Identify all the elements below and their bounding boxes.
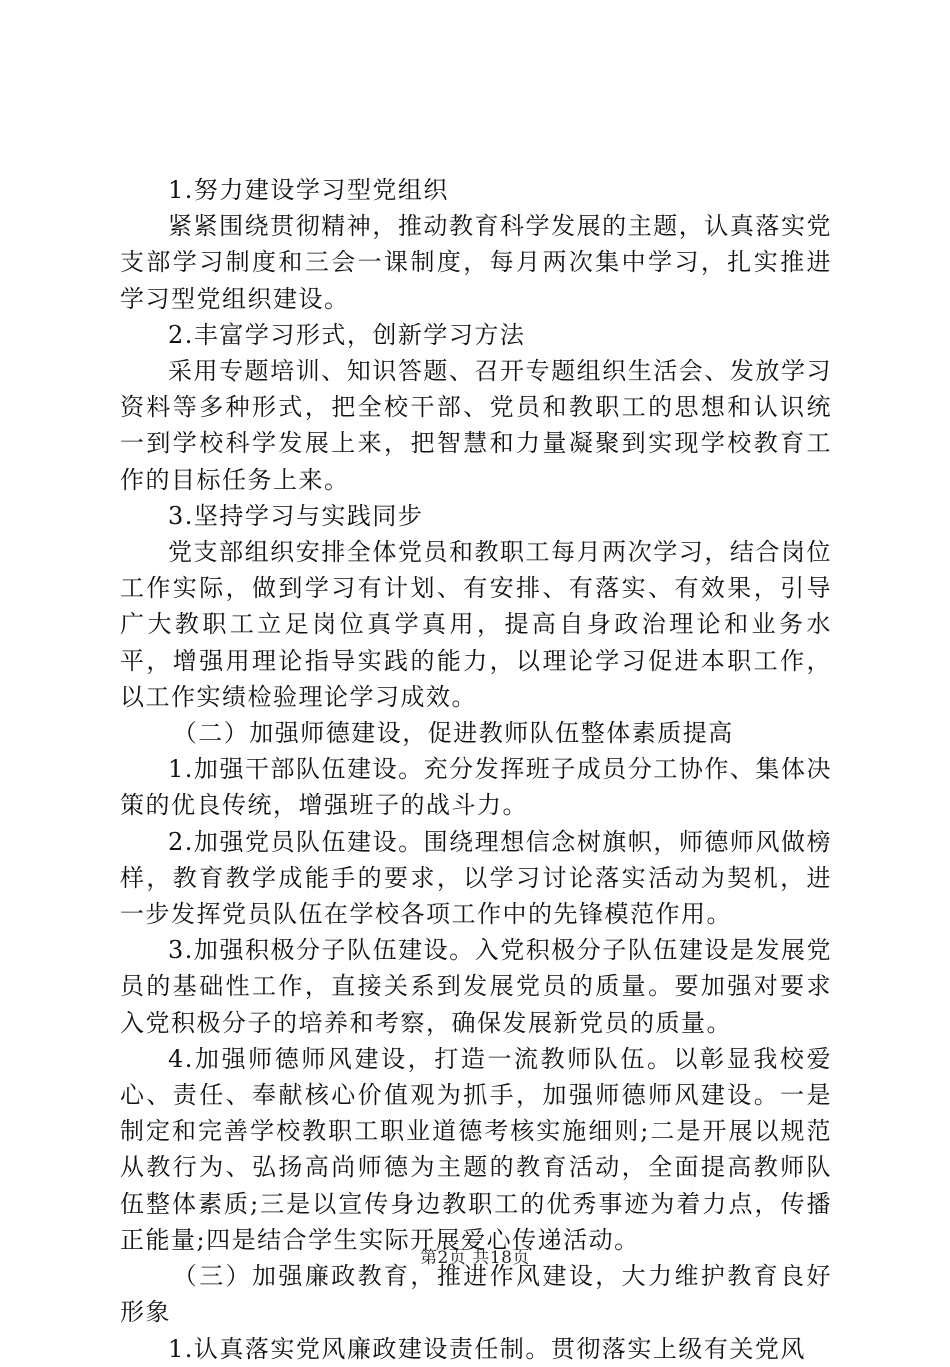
document-body: [120, 172, 832, 1367]
section-heading-teacher-ethics: （二）加强师德建设，促进教师队伍整体素质提高: [172, 719, 734, 748]
paragraph-integrity-responsibility: 1.认真落实党风廉政建设责任制。贯彻落实上级有关党风: [168, 1334, 806, 1363]
paragraph-study-forms: 采用专题培训、知识答题、召开专题组织生活会、发放学习资料等多种形式，把全校干部、党员和教职工的思想和认识统一到学校科学发展上来，把智慧和力量凝聚到实现学校教育工作的目标任务上来。: [120, 357, 832, 494]
section-heading-integrity-education: （三）加强廉政教育，推进作风建设，大力维护教育良好形象: [120, 1262, 832, 1327]
page-number-footer: 第2页 共18页: [420, 1248, 530, 1268]
subheading-study-practice: 3.坚持学习与实践同步: [168, 501, 424, 530]
subheading-study-forms: 2.丰富学习形式，创新学习方法: [168, 320, 526, 349]
subheading-study-organization: 1.努力建设学习型党组织: [168, 176, 449, 204]
paragraph-study-practice: 党支部组织安排全体党员和教职工每月两次学习，结合岗位工作实际，做到学习有计划、有安排、有落实、有效果，引导广大教职工立足岗位真学真用，提高自身政治理论和业务水平，增强用理论指导实践的能力，以理论学习促进本职工作，以工作实绩检验理论学习成效。: [120, 538, 832, 711]
paragraph-activist-team: 3.加强积极分子队伍建设。入党积极分子队伍建设是发展党员的基础性工作，直接关系到发展党员的质量。要加强对要求入党积极分子的培养和考察，确保发展新党员的质量。: [120, 936, 832, 1037]
paragraph-party-member-team: 2.加强党员队伍建设。围绕理想信念树旗帜，师德师风做榜样，教育教学成能手的要求，以学习讨论落实活动为契机，进一步发挥党员队伍在学校各项工作中的先锋模范作用。: [120, 827, 832, 929]
paragraph-cadre-team: 1.加强干部队伍建设。充分发挥班子成员分工协作、集体决策的优良传统，增强班子的战斗力。: [120, 755, 832, 820]
paragraph-teacher-ethics: 4.加强师德师风建设，打造一流教师队伍。以彰显我校爱心、责任、奉献核心价值观为抓手，加强师德师风建设。一是制定和完善学校教职工职业道德考核实施细则;二是开展以规范从教行为、弘扬高尚师德为主题的教育活动，全面提高教师队伍整体素质;三是以宣传身边教职工的优秀事迹为着力点，传播正能量;四是结合学生实际开展爱心传递活动。: [120, 1044, 832, 1254]
paragraph-study-organization: 紧紧围绕贯彻精神，推动教育科学发展的主题，认真落实党支部学习制度和三会一课制度，每月两次集中学习，扎实推进学习型党组织建设。: [120, 212, 832, 313]
